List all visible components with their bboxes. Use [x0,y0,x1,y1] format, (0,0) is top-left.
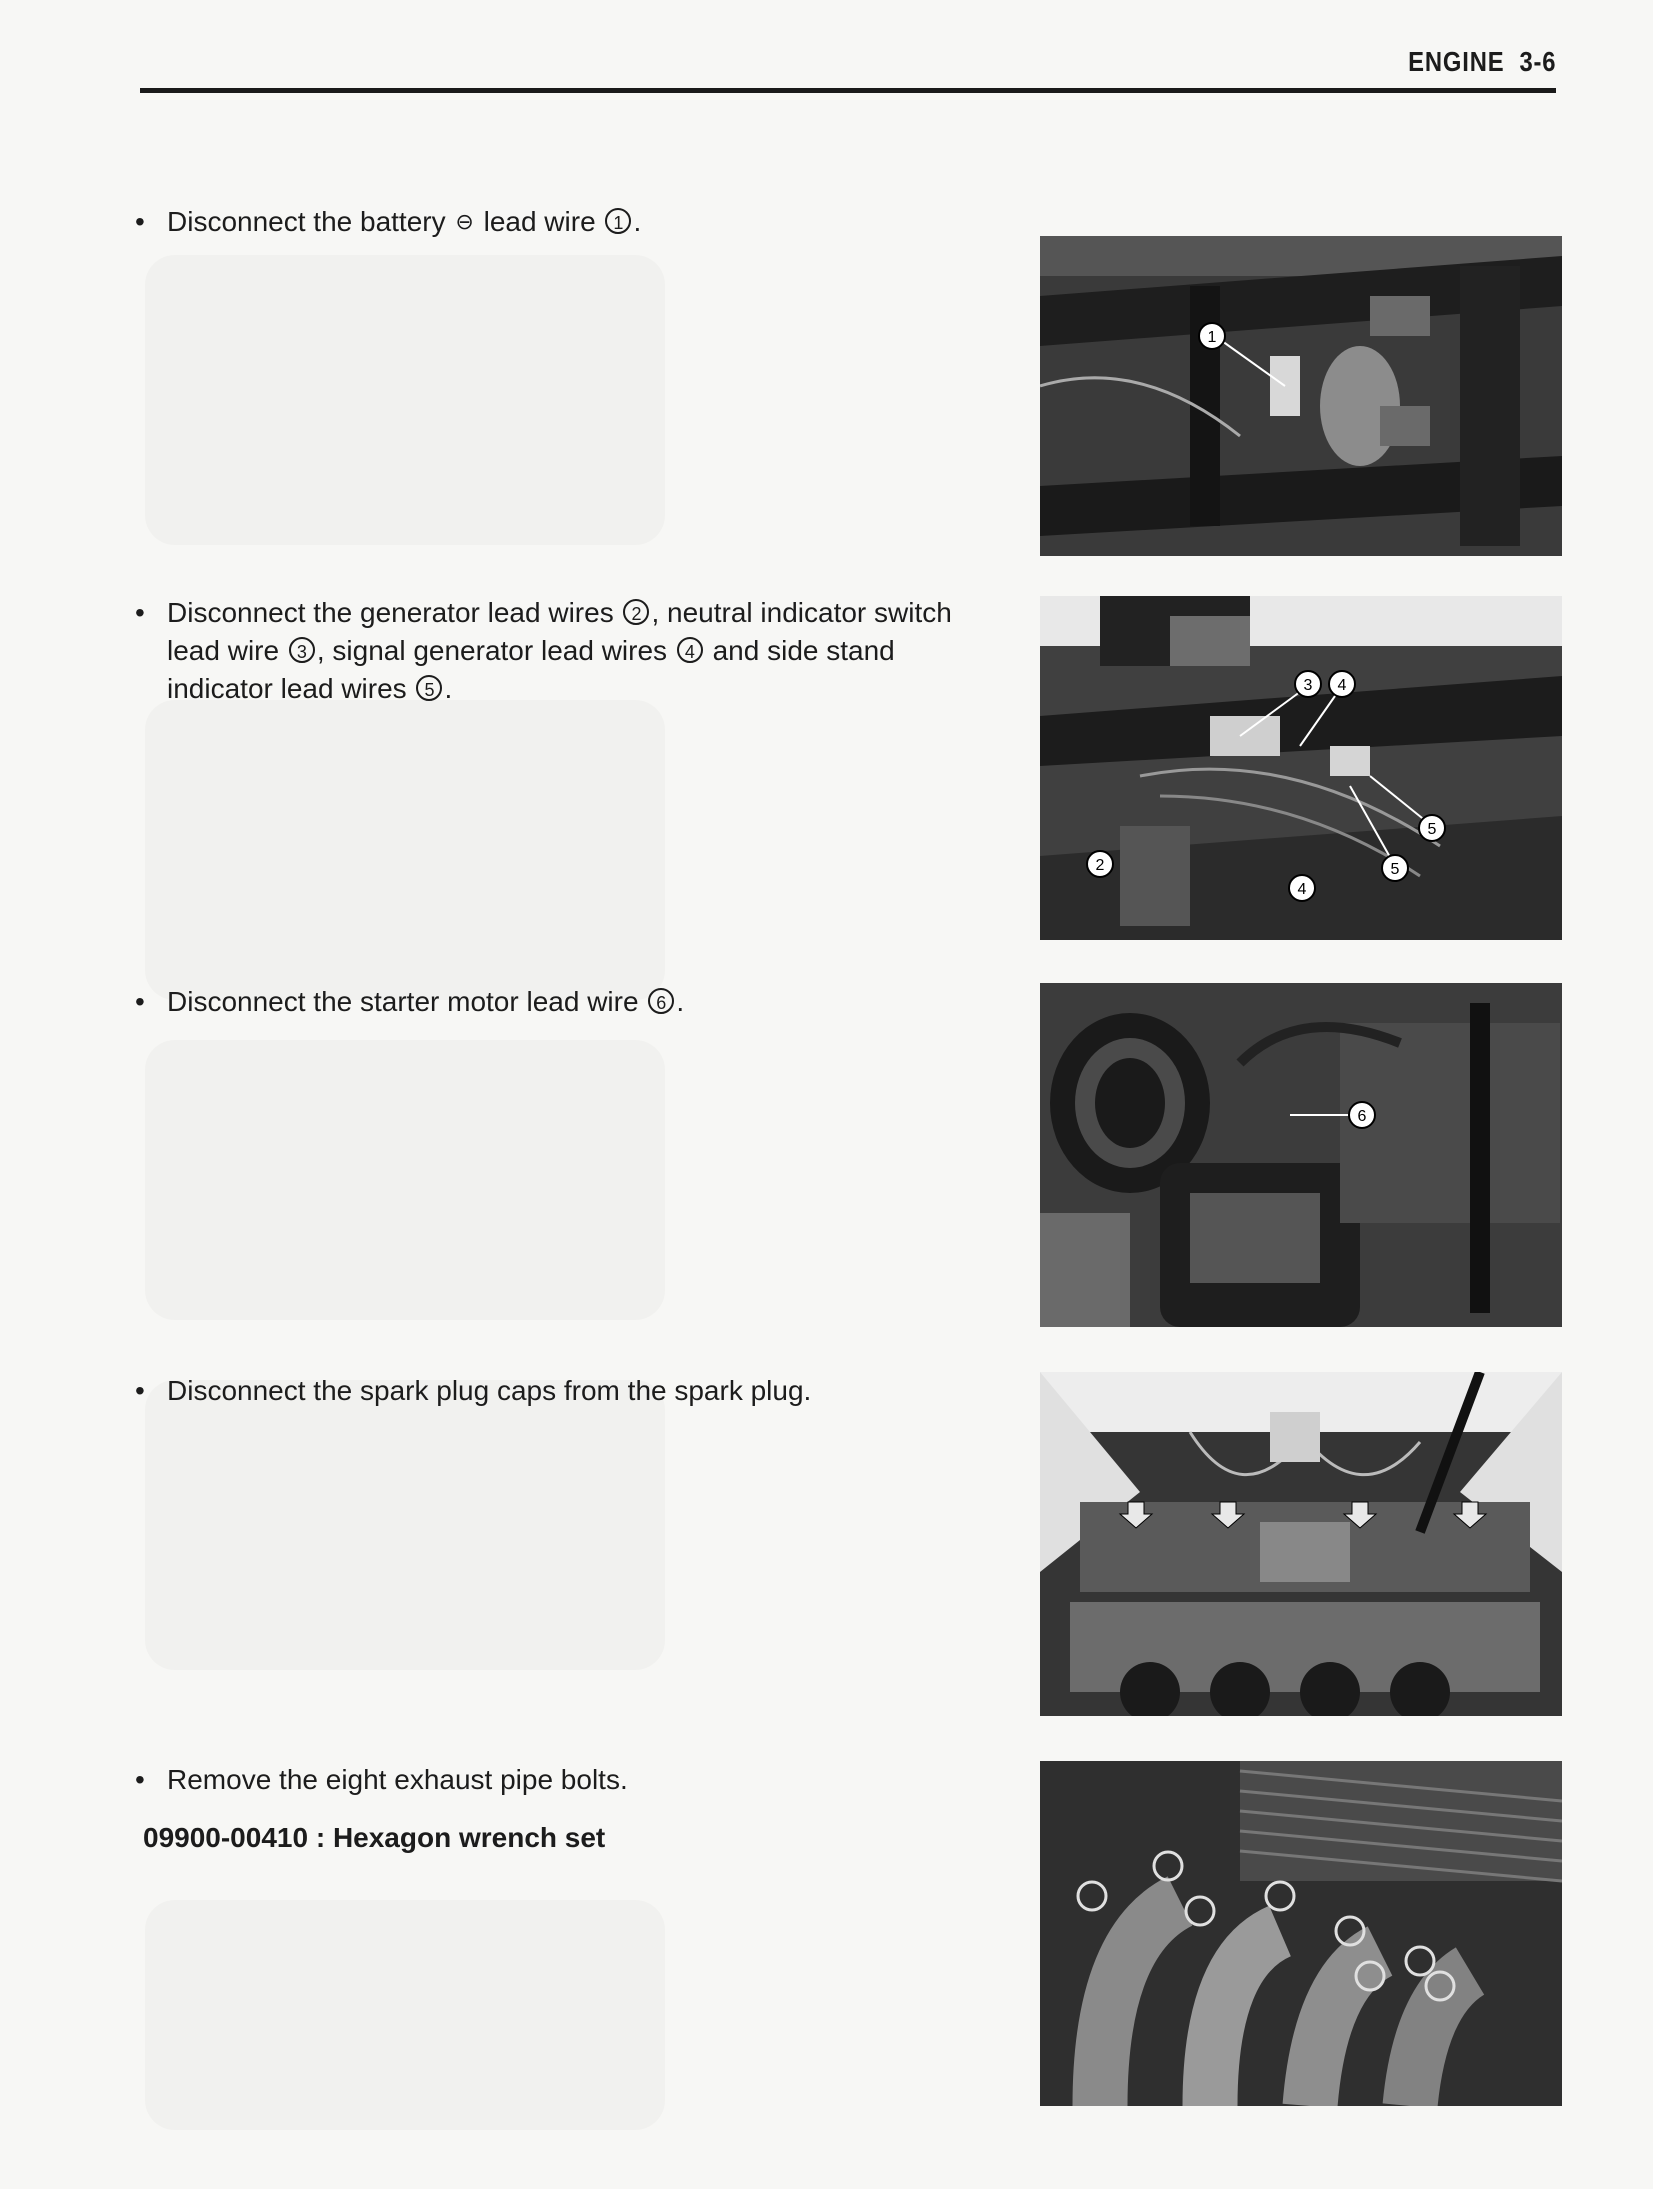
callout-number: 2 [623,599,649,625]
photo-spark-plug-caps [1040,1372,1562,1716]
photo-callout: 5 [1390,861,1400,878]
bullet: • [135,1375,145,1406]
step-text: . [444,673,453,704]
photo-callout: 4 [1337,677,1347,694]
step-text: and side stand indicator lead wires [167,635,895,704]
engine-photo-image [1040,1372,1562,1716]
bullet: • [135,1764,145,1795]
photo-callout: 4 [1297,881,1307,898]
step-text: Disconnect the spark plug caps from the spark plug. [167,1375,812,1406]
step-text: lead wire [483,206,596,237]
page-header [140,40,1556,93]
tool-separator: : [308,1822,333,1853]
engine-photo-image [1040,596,1562,940]
page-title [1408,46,1556,78]
bullet: • [135,206,145,237]
bullet: • [135,986,145,1017]
page-number: 3-6 [1519,46,1556,77]
step-text: Disconnect the generator lead wires [167,597,614,628]
step-text: , signal generator lead wires [316,635,668,666]
callout-number: 3 [289,637,315,663]
bleed-through-shadow [145,1040,665,1320]
photo-battery-lead [1040,236,1562,556]
photo-callout: 6 [1357,1108,1367,1125]
tool-part-number: 09900-00410 [143,1822,309,1853]
step-3 [135,983,975,1021]
photo-callout: 2 [1095,857,1105,874]
section-name: ENGINE [1407,46,1505,77]
minus-symbol: ⊖ [455,209,474,234]
engine-photo-image [1040,1761,1562,2106]
step-2 [135,594,975,708]
engine-photo-image [1040,983,1562,1327]
photo-generator-leads [1040,596,1562,940]
step-text: . [676,986,685,1017]
bleed-through-shadow [145,1900,665,2130]
tool-name: Hexagon wrench set [332,1822,606,1853]
step-1 [135,203,975,241]
photo-exhaust-bolts [1040,1761,1562,2106]
bleed-through-shadow [145,700,665,1000]
step-text: Disconnect the starter motor lead wire [167,986,639,1017]
photo-callout: 1 [1207,329,1217,346]
bullet: • [135,597,145,628]
callout-number: 6 [648,988,674,1014]
step-text: . [633,206,642,237]
special-tool-line [143,1822,605,1854]
bleed-through-shadow [145,255,665,545]
photo-callout: 5 [1427,821,1437,838]
engine-photo-image [1040,236,1562,556]
photo-starter-motor [1040,983,1562,1327]
photo-callout: 3 [1303,677,1313,694]
callout-number: 1 [605,208,631,234]
callout-number: 4 [677,637,703,663]
bleed-through-shadow [145,1380,665,1670]
callout-number: 5 [416,675,442,701]
step-4 [135,1372,975,1410]
step-text: , neutral indicator switch lead wire [167,597,952,666]
step-5 [135,1761,975,1799]
step-text: Disconnect the battery [167,206,446,237]
step-text: Remove the eight exhaust pipe bolts. [167,1764,628,1795]
